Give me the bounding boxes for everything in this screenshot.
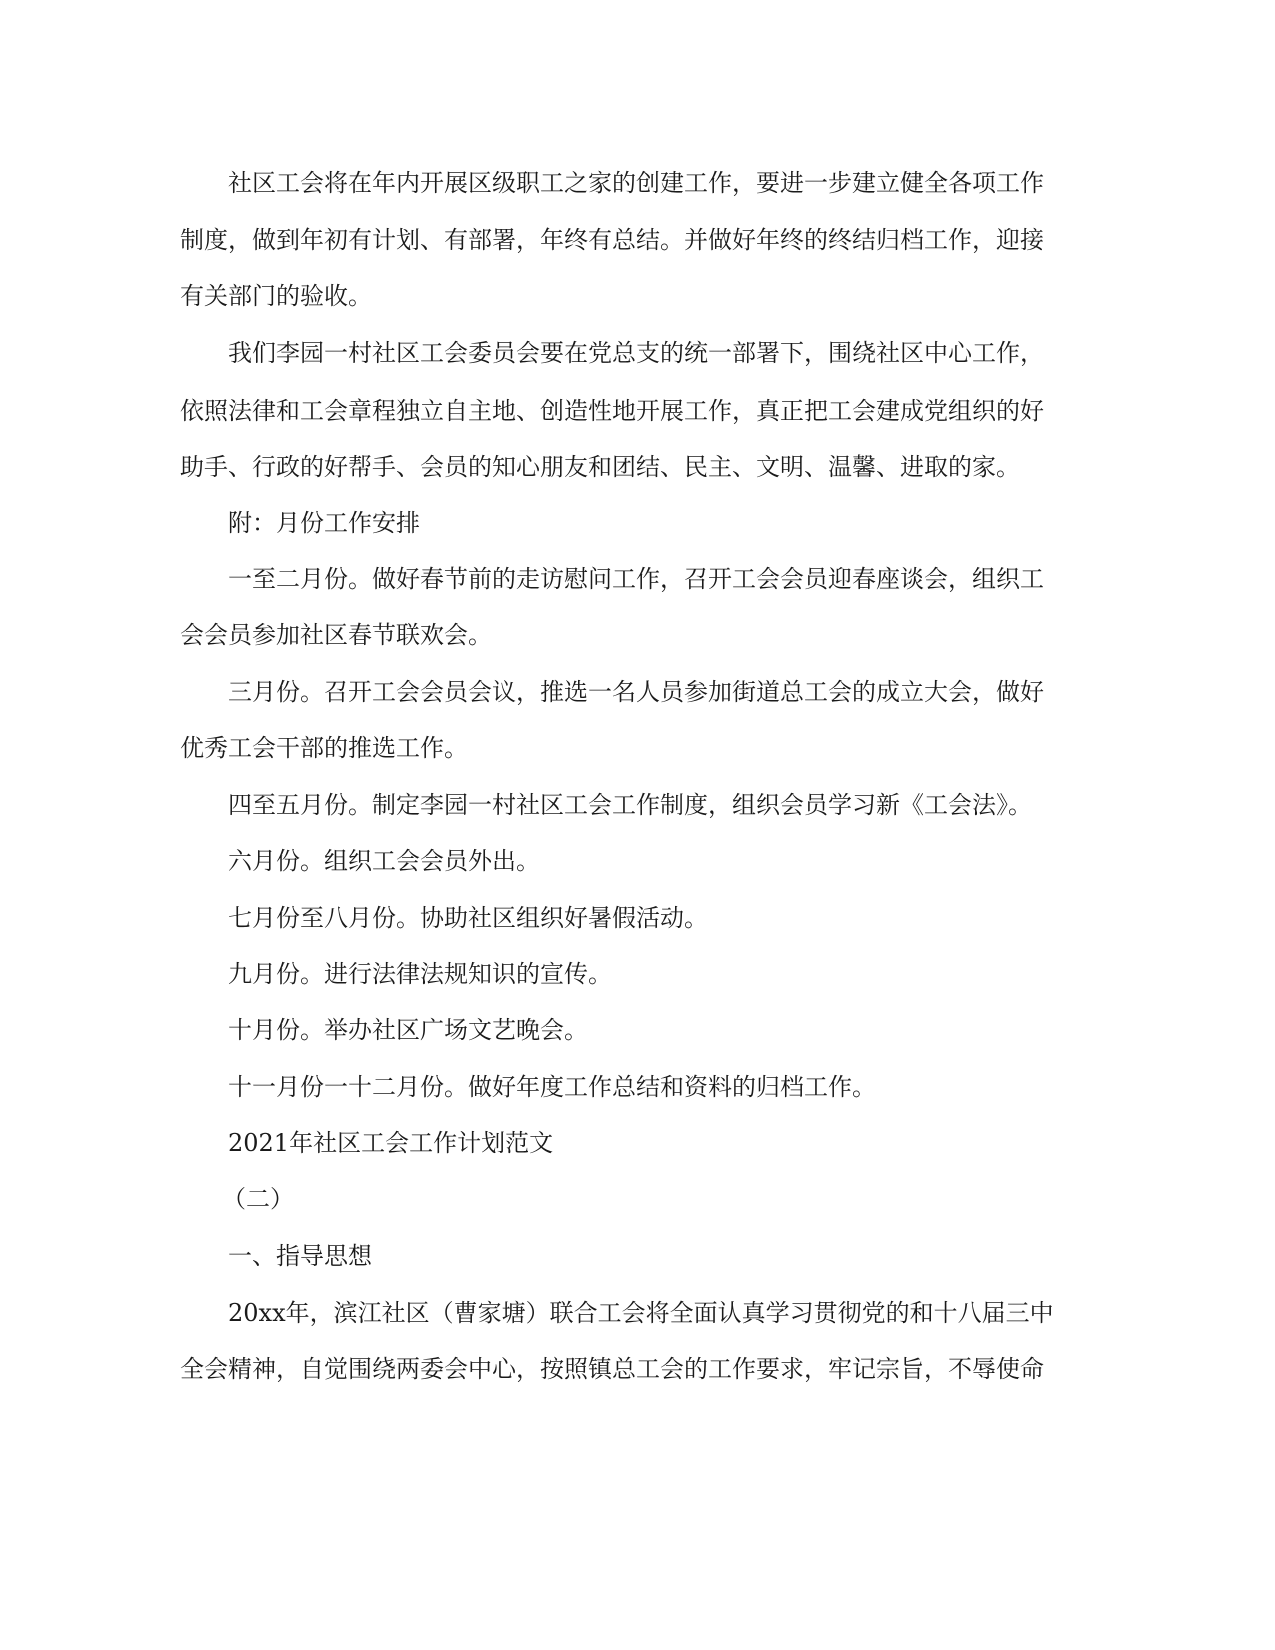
paragraph-line: 20xx年，滨江社区（曹家塘）联合工会将全面认真学习贯彻党的和十八届三中 xyxy=(228,1299,1054,1327)
appendix-heading: 附：月份工作安排 xyxy=(228,509,420,537)
paragraph-line: 助手、行政的好帮手、会员的知心朋友和团结、民主、文明、温馨、进取的家。 xyxy=(180,453,1020,481)
schedule-item: 四至五月份。制定李园一村社区工会工作制度，组织会员学习新《工会法》。 xyxy=(228,791,1032,819)
section-number: （二） xyxy=(222,1185,294,1213)
schedule-item: 一至二月份。做好春节前的走访慰问工作，召开工会会员迎春座谈会，组织工 xyxy=(228,565,1044,593)
paragraph-line: 全会精神，自觉围绕两委会中心，按照镇总工会的工作要求，牢记宗旨，不辱使命 xyxy=(180,1355,1044,1383)
schedule-item: 六月份。组织工会会员外出。 xyxy=(228,847,540,875)
paragraph-line: 社区工会将在年内开展区级职工之家的创建工作，要进一步建立健全各项工作 xyxy=(228,169,1044,197)
paragraph-line: 依照法律和工会章程独立自主地、创造性地开展工作，真正把工会建成党组织的好 xyxy=(180,397,1044,425)
document-title: 2021年社区工会工作计划范文 xyxy=(228,1129,554,1157)
schedule-item: 十一月份一十二月份。做好年度工作总结和资料的归档工作。 xyxy=(228,1073,876,1101)
paragraph-line: 有关部门的验收。 xyxy=(180,282,372,310)
schedule-item: 三月份。召开工会会员会议，推选一名人员参加街道总工会的成立大会，做好 xyxy=(228,678,1044,706)
schedule-item: 九月份。进行法律法规知识的宣传。 xyxy=(228,960,612,988)
section-heading: 一、指导思想 xyxy=(228,1242,372,1270)
schedule-item-continued: 优秀工会干部的推选工作。 xyxy=(180,734,468,762)
schedule-item: 十月份。举办社区广场文艺晚会。 xyxy=(228,1016,588,1044)
schedule-item: 七月份至八月份。协助社区组织好暑假活动。 xyxy=(228,904,708,932)
schedule-item-continued: 会会员参加社区春节联欢会。 xyxy=(180,621,492,649)
paragraph-line: 我们李园一村社区工会委员会要在党总支的统一部署下，围绕社区中心工作， xyxy=(228,339,1044,367)
paragraph-line: 制度，做到年初有计划、有部署，年终有总结。并做好年终的终结归档工作，迎接 xyxy=(180,226,1044,254)
